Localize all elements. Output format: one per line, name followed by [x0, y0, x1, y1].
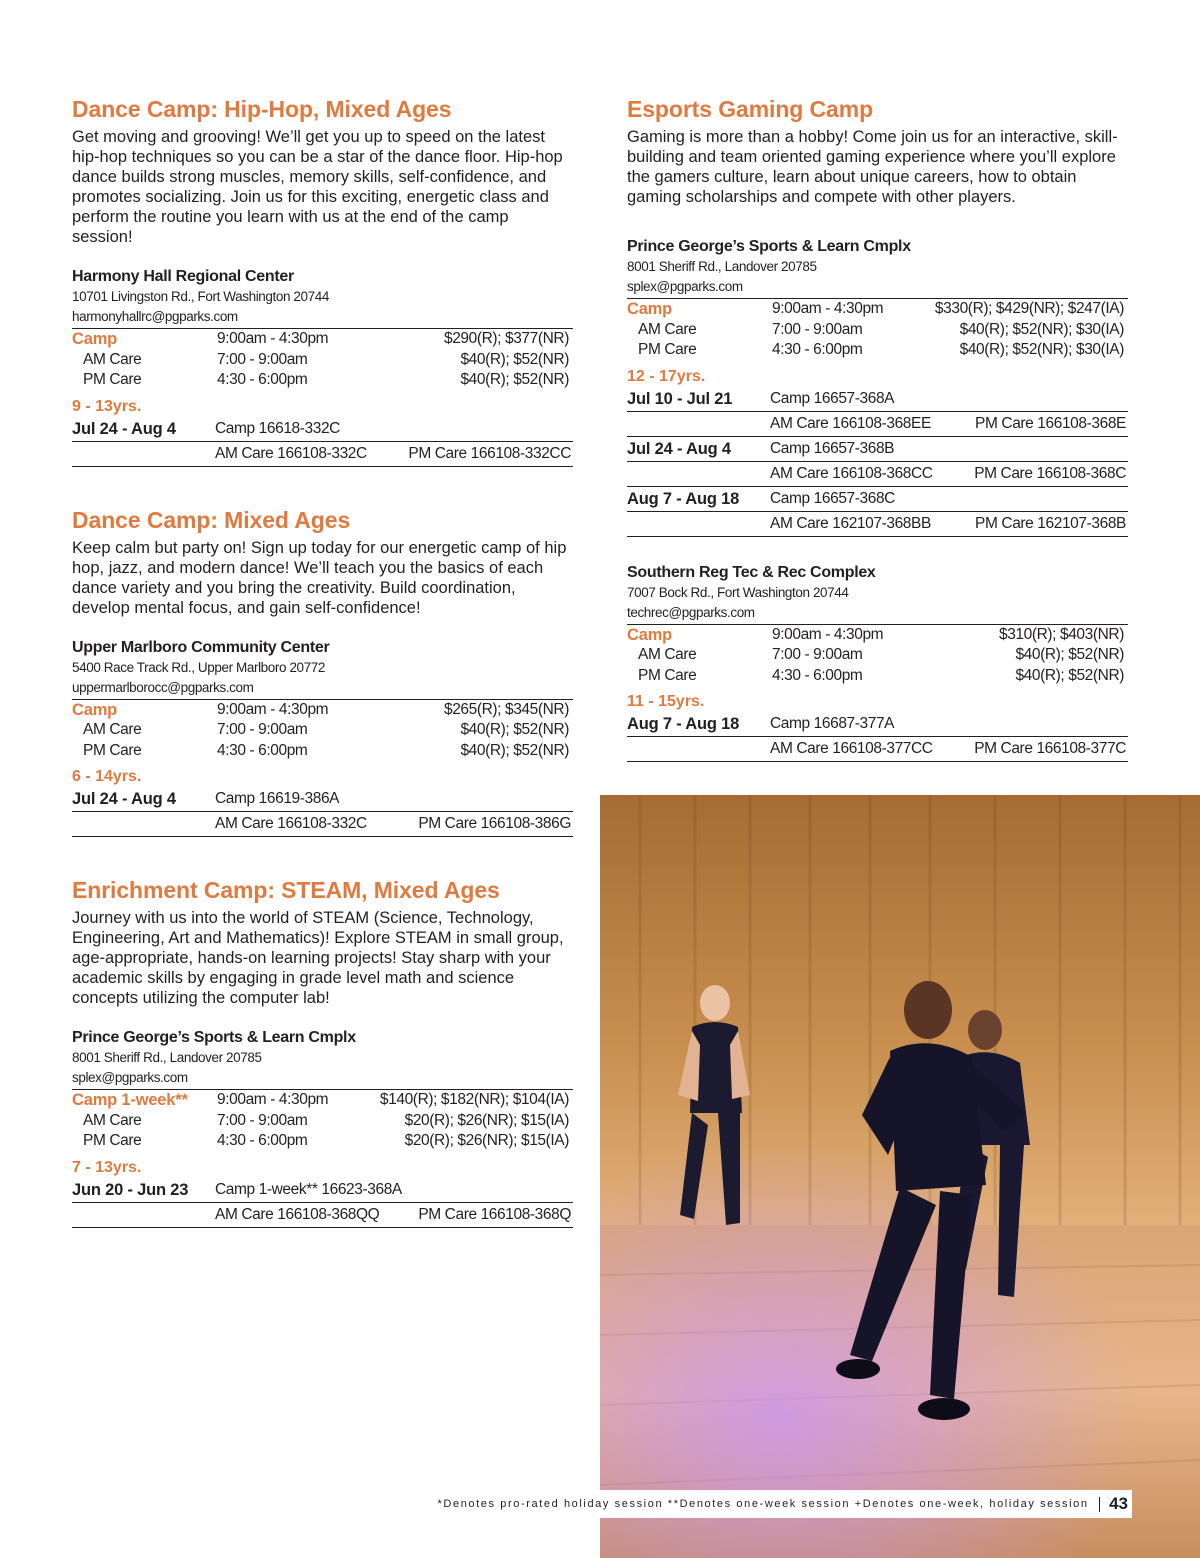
am-care-code[interactable]: AM Care 162107-368BB [770, 514, 931, 532]
pm-care-code[interactable]: PM Care 166108-368E [975, 414, 1126, 432]
price-row-am-care [72, 1111, 573, 1132]
page-footer [380, 1490, 1132, 1518]
session-row [627, 487, 1128, 511]
footer-note: *Denotes pro-rated holiday session **Denotes one-week session +Denotes one-week, holiday session [437, 1498, 1089, 1510]
price-label: Camp 1-week** [72, 1091, 188, 1109]
price-row-camp [627, 625, 1128, 646]
venue-email[interactable]: harmonyhallrc@pgparks.com [72, 309, 238, 324]
price-label: Camp [72, 700, 118, 719]
session-date: Aug 7 - Aug 18 [627, 715, 740, 733]
price-row-pm-care [72, 741, 573, 762]
pm-care-code[interactable]: PM Care 166108-368Q [418, 1205, 571, 1223]
pm-care-code[interactable]: PM Care 166108-386G [418, 815, 571, 832]
session-row [627, 387, 1128, 411]
price-label: AM Care [83, 350, 142, 368]
price-time: 7:00 - 9:00am [217, 1111, 308, 1129]
section-title: Esports Gaming Camp [627, 96, 874, 122]
session-care-row [72, 442, 573, 467]
section-description: Gaming is more than a hobby! Come join us for an interactive, skill-building and team oriented gaming experience where you’ll explore the gamers culture, learn about unique careers, how to obtain gaming scholarships and compete with other players. [627, 128, 1118, 206]
price-value: $40(R); $52(NR); $30(IA) [959, 320, 1124, 338]
am-care-code[interactable]: AM Care 166108-368CC [770, 464, 933, 482]
session-row [72, 417, 573, 441]
venue-block [627, 237, 1128, 297]
price-time: 9:00am - 4:30pm [217, 700, 329, 718]
camp-code[interactable]: Camp 1-week** 16623-368A [215, 1180, 402, 1198]
price-row-am-care [72, 720, 573, 741]
pm-care-code[interactable]: PM Care 166108-332CC [408, 444, 571, 462]
price-label: Camp [627, 300, 673, 318]
section-steam-camp [72, 875, 573, 1228]
price-time: 4:30 - 6:00pm [217, 1132, 308, 1149]
venue-name: Prince George’s Sports & Learn Cmplx [72, 1029, 356, 1046]
section-title: Enrichment Camp: STEAM, Mixed Ages [72, 877, 500, 903]
session-care-row [627, 462, 1128, 487]
session-care-row [627, 412, 1128, 437]
session-date: Jul 24 - Aug 4 [72, 790, 176, 808]
price-value: $140(R); $182(NR); $104(IA) [379, 1091, 569, 1108]
price-time: 4:30 - 6:00pm [217, 371, 308, 388]
session-date: Aug 7 - Aug 18 [627, 489, 740, 508]
section-dance-camp [72, 505, 573, 838]
venue-address: 10701 Livingston Rd., Fort Washington 20744 [72, 289, 329, 304]
dancers-illustration [600, 795, 1200, 1558]
price-label: PM Care [83, 741, 142, 759]
session-date: Jun 20 - Jun 23 [72, 1180, 189, 1199]
age-range: 6 - 14yrs. [72, 768, 142, 785]
session-date: Jul 24 - Aug 4 [627, 439, 731, 458]
camp-code[interactable]: Camp 16687-377A [770, 715, 895, 732]
price-value: $20(R); $26(NR); $15(IA) [404, 1132, 569, 1149]
section-title: Dance Camp: Mixed Ages [72, 506, 351, 533]
venue-email[interactable]: uppermarlborocc@pgparks.com [72, 679, 254, 695]
venue-block [72, 267, 573, 327]
pm-care-code[interactable]: PM Care 162107-368B [975, 514, 1126, 532]
venue-block [72, 1028, 573, 1088]
price-value: $20(R); $26(NR); $15(IA) [404, 1111, 569, 1129]
price-value: $40(R); $52(NR) [1015, 646, 1124, 663]
price-label: PM Care [83, 1132, 142, 1149]
price-label: PM Care [638, 341, 697, 358]
price-table [627, 298, 1128, 361]
am-care-code[interactable]: AM Care 166108-332C [215, 815, 367, 832]
section-description: Journey with us into the world of STEAM (Science, Technology, Engineering, Art and Mathematics)! Explore STEAM in small group, age-appropriate, hands-on learning projects! Stay sharp with your academic skills by engaging in grade level math and science concepts utilizing the computer lab! [72, 909, 564, 1007]
venue-name: Prince George’s Sports & Learn Cmplx [627, 238, 911, 255]
venue-address: 5400 Race Track Rd., Upper Marlboro 20772 [72, 659, 325, 675]
price-label: AM Care [638, 646, 697, 663]
session-row [72, 1178, 573, 1202]
price-value: $330(R); $429(NR); $247(IA) [934, 300, 1124, 317]
am-care-code[interactable]: AM Care 166108-377CC [770, 740, 933, 757]
price-label: Camp [627, 625, 673, 644]
price-label: Camp [72, 330, 118, 348]
left-column [72, 94, 573, 1228]
price-time: 4:30 - 6:00pm [772, 666, 863, 684]
price-row-camp [72, 1090, 573, 1111]
price-label: AM Care [83, 721, 142, 738]
am-care-code[interactable]: AM Care 166108-368EE [770, 414, 931, 432]
session-row [627, 712, 1128, 736]
price-time: 7:00 - 9:00am [217, 721, 308, 738]
camp-code[interactable]: Camp 16657-368B [770, 439, 895, 457]
page-number: 43 [1109, 1494, 1128, 1513]
pm-care-code[interactable]: PM Care 166108-377C [974, 740, 1126, 757]
venue-name: Upper Marlboro Community Center [72, 638, 330, 656]
session-care-row [72, 1203, 573, 1228]
venue-address: 8001 Sheriff Rd., Landover 20785 [627, 259, 817, 274]
venue-email[interactable]: techrec@pgparks.com [627, 604, 755, 620]
venue-name: Harmony Hall Regional Center [72, 268, 294, 285]
price-time: 7:00 - 9:00am [217, 350, 308, 368]
price-row-pm-care [72, 370, 573, 391]
camp-code[interactable]: Camp 16618-332C [215, 419, 340, 437]
session-care-row [627, 512, 1128, 537]
section-title: Dance Camp: Hip-Hop, Mixed Ages [72, 96, 452, 122]
price-row-camp [72, 700, 573, 721]
camp-code[interactable]: Camp 16619-386A [215, 790, 340, 807]
price-value: $265(R); $345(NR) [443, 700, 569, 718]
price-table [72, 699, 573, 762]
session-care-row [627, 737, 1128, 762]
venue-name: Southern Reg Tec & Rec Complex [627, 563, 876, 581]
price-table [72, 328, 573, 391]
price-time: 9:00am - 4:30pm [217, 1091, 329, 1108]
venue-block [72, 638, 573, 698]
age-range: 9 - 13yrs. [72, 397, 142, 415]
am-care-code[interactable]: AM Care 166108-332C [215, 444, 367, 462]
am-care-code[interactable]: AM Care 166108-368QQ [215, 1205, 380, 1223]
footer-separator [1099, 1497, 1101, 1512]
section-description: Keep calm but party on! Sign up today for our energetic camp of hip hop, jazz, and modern dance! We’ll teach you the basics of each dance variety and you bring the creativity. Build coordination, develop mental focus, and gain self-confidence! [72, 538, 567, 617]
session-row [72, 787, 573, 811]
price-value: $310(R); $403(NR) [998, 625, 1124, 643]
venue-email[interactable]: splex@pgparks.com [72, 1070, 188, 1085]
age-range: 7 - 13yrs. [72, 1158, 142, 1176]
session-care-row [72, 812, 573, 837]
price-label: AM Care [638, 320, 697, 338]
price-value: $40(R); $52(NR) [460, 721, 569, 738]
price-table [72, 1089, 573, 1152]
price-time: 9:00am - 4:30pm [772, 625, 884, 643]
price-time: 4:30 - 6:00pm [772, 341, 863, 358]
price-row-am-care [627, 320, 1128, 341]
camp-code[interactable]: Camp 16657-368A [770, 389, 895, 407]
price-label: PM Care [83, 371, 142, 388]
venue-address: 8001 Sheriff Rd., Landover 20785 [72, 1050, 262, 1065]
price-time: 7:00 - 9:00am [772, 320, 863, 338]
age-range: 11 - 15yrs. [627, 693, 705, 710]
right-column [627, 94, 1128, 762]
price-row-pm-care [627, 666, 1128, 687]
age-range: 12 - 17yrs. [627, 367, 706, 385]
session-date: Jul 10 - Jul 21 [627, 389, 733, 408]
venue-email[interactable]: splex@pgparks.com [627, 279, 743, 294]
section-description: Get moving and grooving! We’ll get you up to speed on the latest hip-hop techniques so you can be a star of the dance floor. Hip-hop dance builds strong muscles, memory skills, self-confidence, and promotes socializing. Join us for this exciting, energetic class and perform the routine you learn with us at the end of the camp session! [72, 128, 563, 246]
session-date: Jul 24 - Aug 4 [72, 419, 176, 438]
price-row-pm-care [627, 340, 1128, 361]
price-label: AM Care [83, 1111, 142, 1129]
pm-care-code[interactable]: PM Care 166108-368C [974, 464, 1126, 482]
price-value: $290(R); $377(NR) [443, 330, 569, 347]
price-row-am-care [72, 350, 573, 371]
price-time: 7:00 - 9:00am [772, 646, 863, 663]
session-row [627, 437, 1128, 461]
price-row-camp [72, 329, 573, 350]
price-row-pm-care [72, 1131, 573, 1152]
dancers-photo [600, 795, 1200, 1558]
camp-code[interactable]: Camp 16657-368C [770, 489, 895, 507]
price-value: $40(R); $52(NR) [1015, 666, 1124, 684]
section-hip-hop-camp [72, 94, 573, 467]
venue-address: 7007 Bock Rd., Fort Washington 20744 [627, 584, 849, 600]
price-row-camp [627, 299, 1128, 320]
venue-block [627, 563, 1128, 623]
price-table [627, 624, 1128, 687]
price-row-am-care [627, 645, 1128, 666]
price-value: $40(R); $52(NR) [460, 371, 569, 388]
price-time: 4:30 - 6:00pm [217, 741, 308, 759]
price-value: $40(R); $52(NR) [460, 741, 569, 759]
price-time: 9:00am - 4:30pm [217, 330, 329, 347]
price-value: $40(R); $52(NR); $30(IA) [959, 341, 1124, 358]
price-time: 9:00am - 4:30pm [772, 300, 884, 317]
price-label: PM Care [638, 666, 697, 684]
price-value: $40(R); $52(NR) [460, 350, 569, 368]
